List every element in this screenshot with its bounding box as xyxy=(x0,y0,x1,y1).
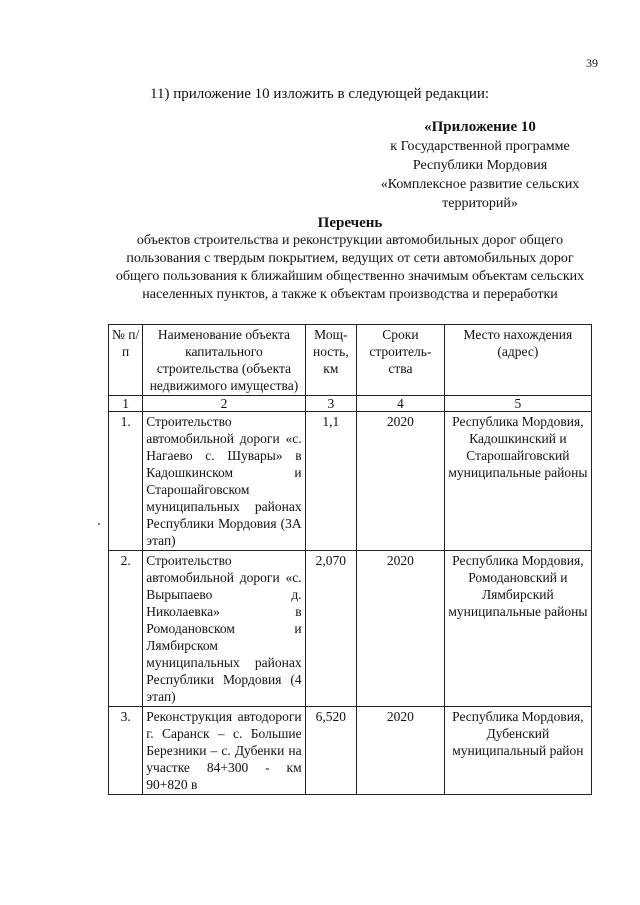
row-capacity: 6,520 xyxy=(305,707,356,795)
row-num: 3. xyxy=(109,707,143,795)
objects-table xyxy=(108,324,592,795)
appendix-block xyxy=(360,118,600,213)
header-location: Место нахождения (адрес) xyxy=(444,325,591,396)
appendix-line: территорий» xyxy=(442,196,518,211)
table-row xyxy=(109,412,592,551)
table-header-row xyxy=(109,325,592,396)
column-number: 1 xyxy=(109,396,143,412)
header-num: № п/п xyxy=(109,325,143,396)
heading-text: объектов строительства и реконструкции автомобильных дорог общего пользования с твердым покрытием, ведущих от сети автомобильных дорог общего пользования к ближайшим общественно значимым объектам сельских населенных пунктов, а также к объектам производства и переработки xyxy=(115,233,585,302)
header-term: Сроки строитель-ства xyxy=(357,325,445,396)
column-number-row xyxy=(109,396,592,412)
row-year: 2020 xyxy=(357,707,445,795)
row-year: 2020 xyxy=(357,551,445,707)
row-num: 1. xyxy=(109,412,143,551)
row-location: Республика Мордовия, Ромодановский и Лямбирский муниципальные районы xyxy=(444,551,591,707)
column-number: 4 xyxy=(357,396,445,412)
page-number: 39 xyxy=(586,56,598,70)
heading-title: Перечень xyxy=(317,215,383,231)
appendix-line: «Комплексное развитие сельских xyxy=(380,177,580,192)
appendix-line: Республики Мордовия xyxy=(412,158,548,173)
row-name: Строительство автомобильной дороги «с. Вырыпаево д. Николаевка» в Ромодановском и Лямбирском муниципальных районах Республики Мордовия (4 этап) xyxy=(143,551,305,707)
column-number: 2 xyxy=(143,396,305,412)
row-location: Республика Мордовия, Кадошкинский и Старошайговский муниципальные районы xyxy=(444,412,591,551)
list-heading xyxy=(110,214,590,304)
intro-text: 11) приложение 10 изложить в следующей редакции: xyxy=(150,86,490,102)
table-row xyxy=(109,707,592,795)
appendix-title: «Приложение 10 xyxy=(424,119,536,135)
column-number: 3 xyxy=(305,396,356,412)
row-capacity: 1,1 xyxy=(305,412,356,551)
header-capacity: Мощ-ность, км xyxy=(305,325,356,396)
appendix-line: к Государственной программе xyxy=(390,139,570,154)
table-row xyxy=(109,551,592,707)
scan-speck xyxy=(98,523,100,525)
row-name: Реконструкция автодороги г. Саранск – с. Большие Березники – с. Дубенки на участке 84+300 - км 90+820 в xyxy=(143,707,305,795)
row-location: Республика Мордовия, Дубенский муниципальный район xyxy=(444,707,591,795)
row-num: 2. xyxy=(109,551,143,707)
row-year: 2020 xyxy=(357,412,445,551)
column-number: 5 xyxy=(444,396,591,412)
row-name: Строительство автомобильной дороги «с. Нагаево с. Шувары» в Кадошкинском и Старошайговском муниципальных районах Республики Мордовия (3А этап) xyxy=(143,412,305,551)
row-capacity: 2,070 xyxy=(305,551,356,707)
header-name: Наименование объекта капитального строительства (объекта недвижимого имущества) xyxy=(143,325,305,396)
